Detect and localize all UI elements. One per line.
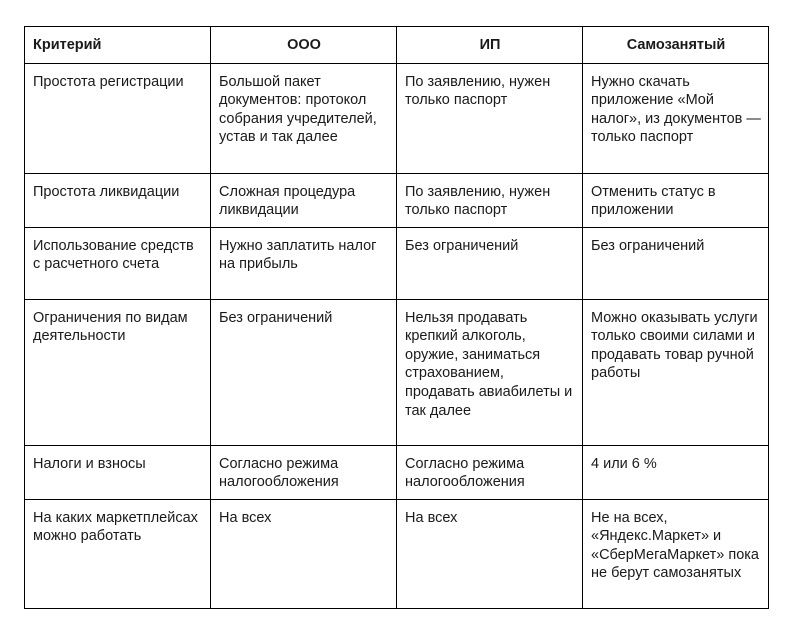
comparison-table — [24, 26, 769, 609]
cell-ooo: Согласно режима налогообложения — [211, 445, 397, 499]
header-ooo: ООО — [211, 27, 397, 64]
cell-ip: На всех — [397, 499, 583, 608]
table-row — [25, 63, 769, 173]
table-row — [25, 445, 769, 499]
cell-criterion: Простота ликвидации — [25, 173, 211, 227]
cell-criterion: Простота регистрации — [25, 63, 211, 173]
cell-ip: По заявлению, нужен только паспорт — [397, 173, 583, 227]
table-header-row — [25, 27, 769, 64]
cell-criterion: Ограничения по видам деятельности — [25, 299, 211, 445]
cell-ooo: Сложная процедура ликвидации — [211, 173, 397, 227]
cell-ip: Нельзя продавать крепкий алкоголь, оружие, заниматься страхованием, продавать авиабилеты и так далее — [397, 299, 583, 445]
cell-self-employed: 4 или 6 % — [583, 445, 769, 499]
header-criterion: Критерий — [25, 27, 211, 64]
cell-self-employed: Не на всех, «Яндекс.Маркет» и «СберМегаМаркет» пока не берут самозанятых — [583, 499, 769, 608]
header-ip: ИП — [397, 27, 583, 64]
table-row — [25, 173, 769, 227]
table-row — [25, 299, 769, 445]
cell-ooo: Нужно заплатить налог на прибыль — [211, 227, 397, 299]
cell-ooo: Большой пакет документов: протокол собрания учредителей, устав и так далее — [211, 63, 397, 173]
cell-criterion: Использование средств с расчетного счета — [25, 227, 211, 299]
cell-self-employed: Отменить статус в приложении — [583, 173, 769, 227]
header-self-employed: Самозанятый — [583, 27, 769, 64]
cell-ooo: На всех — [211, 499, 397, 608]
table-row — [25, 499, 769, 608]
cell-self-employed: Можно оказывать услуги только своими силами и продавать товар ручной работы — [583, 299, 769, 445]
cell-ip: По заявлению, нужен только паспорт — [397, 63, 583, 173]
cell-criterion: Налоги и взносы — [25, 445, 211, 499]
cell-criterion: На каких маркетплейсах можно работать — [25, 499, 211, 608]
cell-self-employed: Нужно скачать приложение «Мой налог», из документов — только паспорт — [583, 63, 769, 173]
cell-self-employed: Без ограничений — [583, 227, 769, 299]
cell-ip: Согласно режима налогообложения — [397, 445, 583, 499]
cell-ooo: Без ограничений — [211, 299, 397, 445]
table-row — [25, 227, 769, 299]
cell-ip: Без ограничений — [397, 227, 583, 299]
